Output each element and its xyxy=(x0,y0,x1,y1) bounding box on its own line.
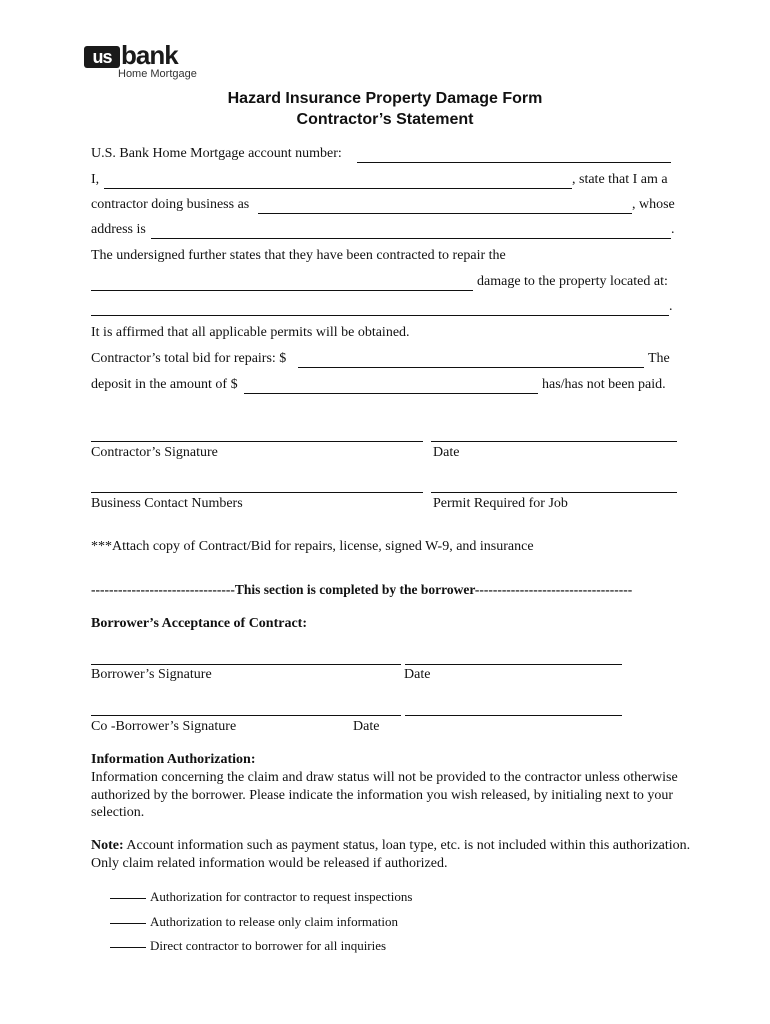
initials-blank[interactable] xyxy=(110,898,146,899)
address-period: . xyxy=(671,222,675,237)
note-text: Account information such as payment status, loan type, etc. is not included within this authorization. Only claim related information would be released if authorized. xyxy=(91,838,691,871)
option-label: Authorization for contractor to request inspections xyxy=(150,889,413,904)
coborrower-signature-label: Co -Borrower’s Signature xyxy=(91,719,237,734)
note-label: Note: xyxy=(91,838,124,853)
contractor-name-field[interactable] xyxy=(104,188,572,189)
borrower-section-divider: --------------------------------This section is completed by the borrower----------------------------------- xyxy=(91,582,633,597)
option-label: Direct contractor to borrower for all inquiries xyxy=(150,938,387,953)
attach-note: ***Attach copy of Contract/Bid for repairs, license, signed W-9, and insurance xyxy=(91,539,534,554)
logo-subtitle: Home Mortgage xyxy=(118,68,197,80)
business-name-field[interactable] xyxy=(258,213,632,214)
location-period: . xyxy=(669,299,673,314)
i-label: I, xyxy=(91,172,100,187)
the-label: The xyxy=(648,351,670,366)
coborrower-date-field[interactable] xyxy=(405,715,622,716)
option-request-inspections[interactable] xyxy=(110,889,412,905)
paid-label: has/has not been paid. xyxy=(542,377,666,392)
logo-bank-text: bank xyxy=(121,40,178,70)
business-as-label: contractor doing business as xyxy=(91,197,250,212)
business-contact-field[interactable] xyxy=(91,492,423,493)
borrower-date-label: Date xyxy=(404,667,431,682)
logo-us-mark: us xyxy=(84,46,120,68)
form-title: Hazard Insurance Property Damage Form xyxy=(227,90,543,107)
info-authorization-heading: Information Authorization: xyxy=(91,752,256,767)
account-number-field[interactable] xyxy=(357,162,671,163)
contractor-date-field[interactable] xyxy=(431,441,677,442)
deposit-label: deposit in the amount of $ xyxy=(91,377,238,392)
option-direct-to-borrower[interactable] xyxy=(110,938,386,954)
initials-blank[interactable] xyxy=(110,947,146,948)
initials-blank[interactable] xyxy=(110,923,146,924)
property-location-field[interactable] xyxy=(91,315,669,316)
info-authorization-text: Information concerning the claim and draw status will not be provided to the contractor unless otherwise authorized by the borrower. Please indicate the information you wish released, by initialing next to your selection. xyxy=(91,770,678,820)
contractor-date-label: Date xyxy=(433,445,460,460)
form-subtitle: Contractor’s Statement xyxy=(296,111,474,128)
permit-required-label: Permit Required for Job xyxy=(433,496,568,511)
permit-required-field[interactable] xyxy=(431,492,677,493)
option-label: Authorization to release only claim information xyxy=(150,914,399,929)
borrower-acceptance-heading: Borrower’s Acceptance of Contract: xyxy=(91,616,308,631)
damage-type-field[interactable] xyxy=(91,290,473,291)
contractor-address-field[interactable] xyxy=(151,238,671,239)
state-label: , state that I am a xyxy=(572,172,668,187)
permits-statement: It is affirmed that all applicable permits will be obtained. xyxy=(91,325,410,340)
contractor-signature-label: Contractor’s Signature xyxy=(91,445,218,460)
account-number-label: U.S. Bank Home Mortgage account number: xyxy=(91,146,342,161)
coborrower-date-label: Date xyxy=(353,719,380,734)
whose-label: , whose xyxy=(632,197,675,212)
option-release-claim-info[interactable] xyxy=(110,914,398,930)
coborrower-signature-field[interactable] xyxy=(91,715,401,716)
bid-label: Contractor’s total bid for repairs: $ xyxy=(91,351,287,366)
borrower-signature-field[interactable] xyxy=(91,664,401,665)
note-paragraph xyxy=(91,837,691,872)
business-contact-label: Business Contact Numbers xyxy=(91,496,243,511)
borrower-signature-label: Borrower’s Signature xyxy=(91,667,212,682)
borrower-date-field[interactable] xyxy=(405,664,622,665)
bid-amount-field[interactable] xyxy=(298,367,644,368)
contracted-statement: The undersigned further states that they have been contracted to repair the xyxy=(91,248,506,263)
damage-label: damage to the property located at: xyxy=(477,274,668,289)
deposit-amount-field[interactable] xyxy=(244,393,538,394)
address-label: address is xyxy=(91,222,146,237)
contractor-signature-field[interactable] xyxy=(91,441,423,442)
